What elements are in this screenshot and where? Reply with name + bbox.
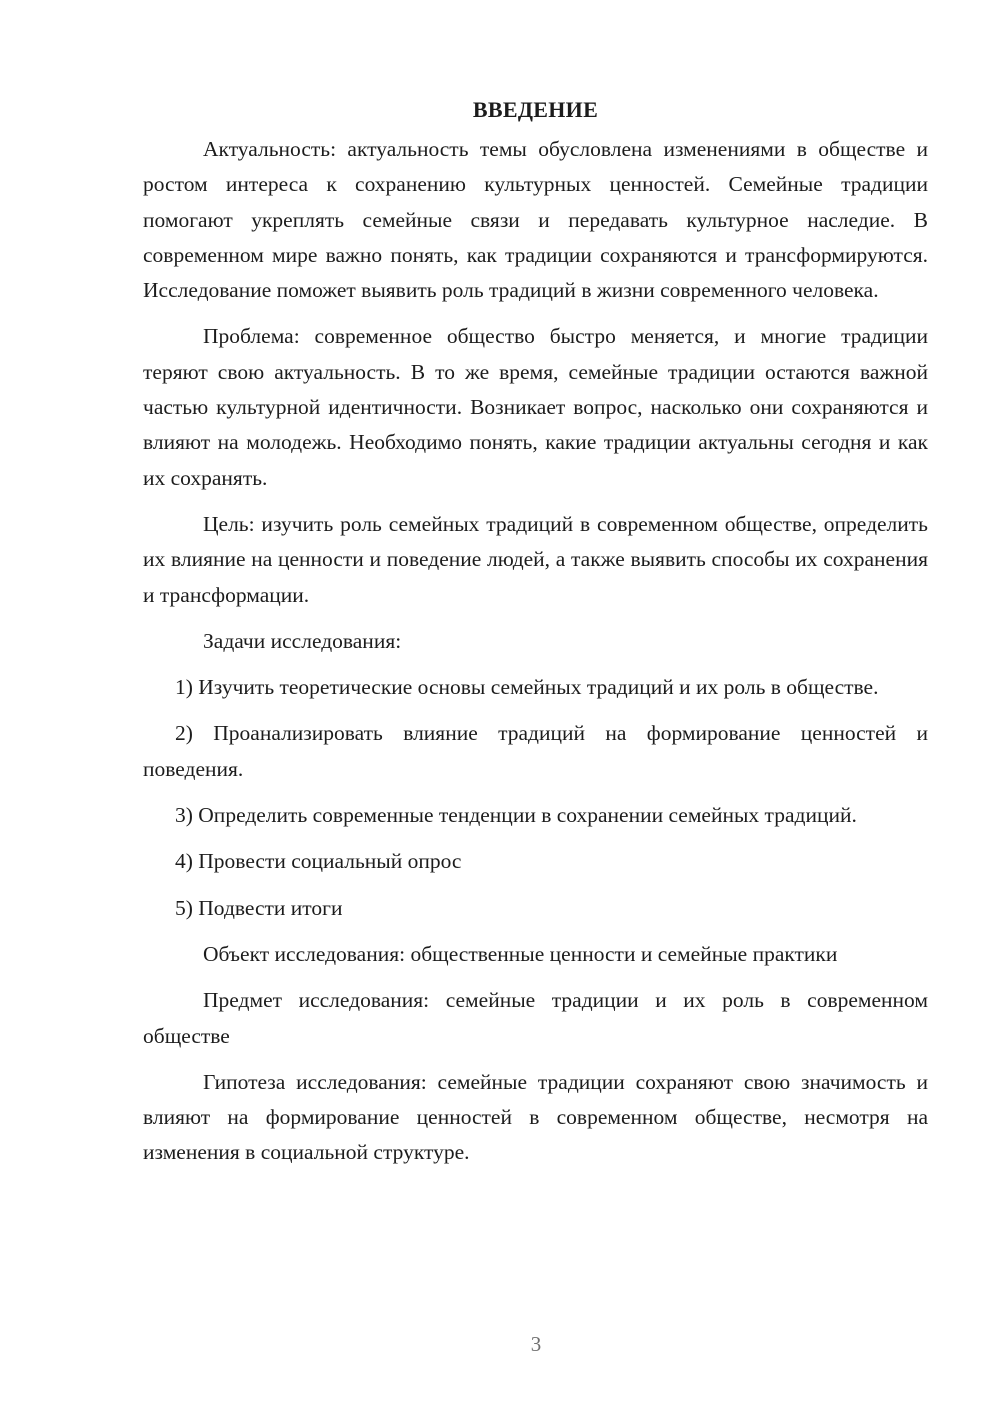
problem-paragraph: Проблема: современное общество быстро меняется, и многие традиции теряют свою актуальность. В то же время, семейные традиции остаются важной частью культурной идентичности. Возникает вопрос, насколько они сохраняются и влияют на молодежь. Необходимо понять, какие традиции актуальны сегодня и как их сохранять. [143, 324, 928, 490]
hypothesis-paragraph: Гипотеза исследования: семейные традиции сохраняют свою значимость и влияют на формирование ценностей в современном обществе, несмотря на изменения в социальной структуре. [143, 1069, 928, 1165]
task-item: 2) Проанализировать влияние традиций на формирование ценностей и поведения. [143, 721, 928, 781]
goal-paragraph: Цель: изучить роль семейных традиций в современном обществе, определить их влияние на ценности и поведение людей, а также выявить способы их сохранения и трансформации. [143, 511, 928, 607]
relevance-paragraph: Актуальность: актуальность темы обусловлена изменениями в обществе и ростом интереса к сохранению культурных ценностей. Семейные традиции помогают укреплять семейные связи и передавать культурное наследие. В современном мире важно понять, как традиции сохраняются и трансформируются. Исследование поможет выявить роль традиций в жизни современного человека. [143, 137, 928, 303]
section-heading: ВВЕДЕНИЕ [472, 97, 599, 122]
page-number: 3 [530, 1332, 542, 1356]
task-item: 5) Подвести итоги [175, 895, 343, 920]
tasks-heading: Задачи исследования: [203, 628, 402, 653]
subject-paragraph: Предмет исследования: семейные традиции и их роль в современном обществе [143, 988, 928, 1048]
task-item: 4) Провести социальный опрос [175, 849, 462, 874]
document-page [143, 92, 928, 1182]
task-item: 1) Изучить теоретические основы семейных традиций и их роль в обществе. [175, 675, 879, 700]
object-paragraph: Объект исследования: общественные ценности и семейные практики [203, 941, 838, 966]
task-item: 3) Определить современные тенденции в сохранении семейных традиций. [175, 803, 857, 828]
